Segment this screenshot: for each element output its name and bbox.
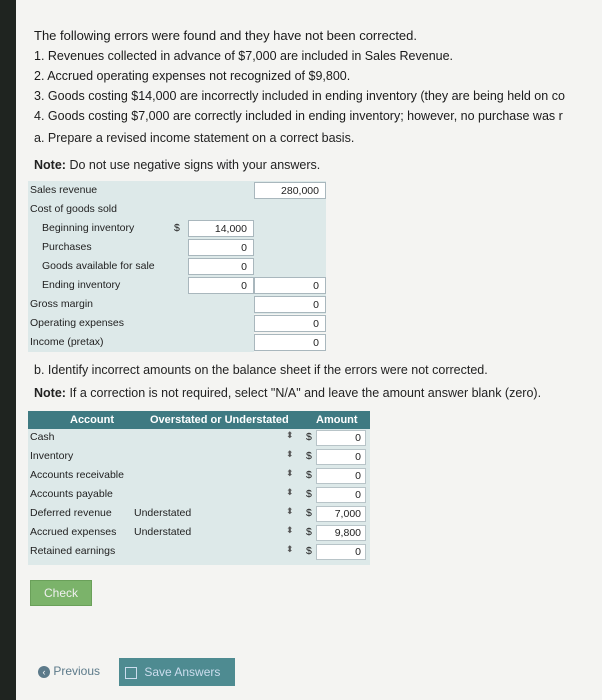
account-name: Accounts receivable [30, 469, 124, 481]
select-arrows-icon[interactable]: ⬍ [286, 506, 294, 516]
purchases-input[interactable]: 0 [188, 239, 254, 256]
part-a-question: a. Prepare a revised income statement on a correct basis. [34, 131, 355, 145]
beginning-inventory-input[interactable]: 14,000 [188, 220, 254, 237]
dollar-sign: $ [306, 545, 312, 557]
select-arrows-icon[interactable]: ⬍ [286, 544, 294, 554]
question-screen [16, 0, 602, 700]
account-name: Accrued expenses [30, 526, 117, 538]
operating-expenses-label: Operating expenses [30, 317, 124, 329]
gross-margin-label: Gross margin [30, 298, 94, 310]
error-item: 4. Goods costing $7,000 are correctly included in ending inventory; however, no purchase was r [34, 109, 563, 123]
amount-input[interactable]: 0 [316, 449, 366, 465]
select-arrows-icon[interactable]: ⬍ [286, 449, 294, 459]
sales-revenue-label: Sales revenue [30, 184, 98, 196]
select-arrows-icon[interactable]: ⬍ [286, 525, 294, 535]
account-name: Retained earnings [30, 545, 116, 557]
ending-inventory-inner-input[interactable]: 0 [188, 277, 254, 294]
previous-button[interactable] [38, 660, 100, 682]
account-name: Deferred revenue [30, 507, 112, 519]
beginning-inventory-label: Beginning inventory [42, 222, 135, 234]
table-row [28, 467, 370, 486]
select-arrows-icon[interactable]: ⬍ [286, 430, 294, 440]
dollar-sign: $ [306, 488, 312, 500]
income-pretax-input[interactable]: 0 [254, 334, 326, 351]
error-item: 3. Goods costing $14,000 are incorrectly included in ending inventory (they are being held on co [34, 89, 565, 103]
sales-revenue-input[interactable]: 280,000 [254, 182, 326, 199]
dollar-sign: $ [306, 526, 312, 538]
previous-label: Previous [53, 664, 101, 678]
part-a-note [34, 158, 320, 172]
status-select[interactable]: Understated [134, 507, 192, 519]
dollar-sign: $ [306, 431, 312, 443]
purchases-label: Purchases [42, 241, 92, 253]
amount-input[interactable]: 0 [316, 468, 366, 484]
ending-inventory-total-input[interactable]: 0 [254, 277, 326, 294]
chevron-left-icon: ‹ [38, 666, 50, 678]
amount-input[interactable]: 9,800 [316, 525, 366, 541]
balance-sheet-table [28, 429, 370, 565]
income-pretax-label: Income (pretax) [30, 336, 104, 348]
dollar-sign: $ [306, 450, 312, 462]
table-row [28, 543, 370, 562]
table-row [28, 429, 370, 448]
amount-input[interactable]: 0 [316, 430, 366, 446]
ending-inventory-label: Ending inventory [42, 279, 121, 291]
status-select[interactable]: Understated [134, 526, 192, 538]
balance-sheet-header [28, 411, 370, 429]
note-text: If a correction is not required, select "N/A" and leave the amount answer blank (zero). [69, 386, 542, 400]
error-item: 2. Accrued operating expenses not recognized of $9,800. [34, 69, 351, 83]
header-account: Account [70, 414, 114, 426]
dollar-sign: $ [306, 507, 312, 519]
errors-title: The following errors were found and they have not been corrected. [34, 28, 418, 43]
table-row [28, 448, 370, 467]
header-amount: Amount [316, 414, 358, 426]
save-answers-button[interactable] [119, 658, 235, 686]
account-name: Cash [30, 431, 55, 443]
save-icon [125, 667, 137, 679]
select-arrows-icon[interactable]: ⬍ [286, 487, 294, 497]
table-row [28, 505, 370, 524]
dollar-sign: $ [306, 469, 312, 481]
error-item: 1. Revenues collected in advance of $7,000 are included in Sales Revenue. [34, 49, 454, 63]
check-button[interactable]: Check [30, 580, 92, 606]
gross-margin-input[interactable]: 0 [254, 296, 326, 313]
dollar-sign: $ [174, 222, 180, 234]
goods-available-label: Goods available for sale [42, 260, 155, 272]
save-label: Save Answers [144, 665, 221, 679]
amount-input[interactable]: 7,000 [316, 506, 366, 522]
goods-available-input[interactable]: 0 [188, 258, 254, 275]
select-arrows-icon[interactable]: ⬍ [286, 468, 294, 478]
table-row [28, 524, 370, 543]
account-name: Accounts payable [30, 488, 113, 500]
table-row [28, 486, 370, 505]
note-text: Do not use negative signs with your answers. [69, 158, 321, 172]
note-label: Note: [34, 158, 66, 172]
amount-input[interactable]: 0 [316, 544, 366, 560]
errors-list [34, 26, 602, 126]
part-b-note [34, 386, 541, 400]
operating-expenses-input[interactable]: 0 [254, 315, 326, 332]
header-status: Overstated or Understated [150, 414, 289, 426]
part-b-question: b. Identify incorrect amounts on the balance sheet if the errors were not corrected. [34, 363, 488, 377]
cogs-label: Cost of goods sold [30, 203, 117, 215]
note-label: Note: [34, 386, 66, 400]
account-name: Inventory [30, 450, 74, 462]
amount-input[interactable]: 0 [316, 487, 366, 503]
